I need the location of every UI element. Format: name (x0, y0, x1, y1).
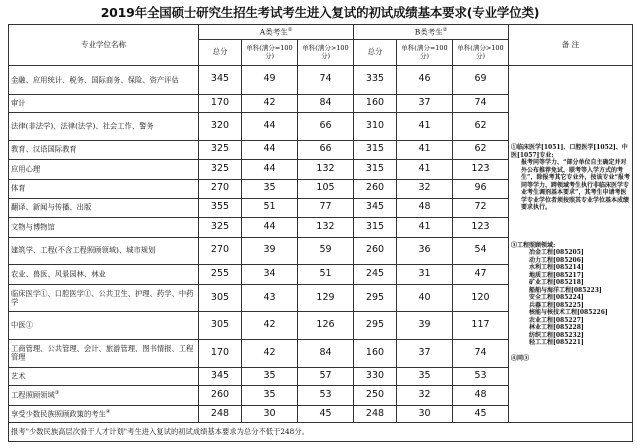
score-cell-a-total: 325 (199, 218, 242, 238)
score-cell-a-sgt: 132 (298, 218, 354, 238)
score-cell-b-s100: 30 (397, 405, 453, 422)
score-cell-a-total: 355 (199, 198, 242, 218)
score-cell-a-total: 270 (199, 237, 242, 265)
score-cell-a-s100: 44 (242, 113, 298, 141)
score-cell-a-sgt: 66 (298, 141, 354, 159)
a-singlegt100-header: 单科(满分>100分) (298, 40, 354, 66)
score-cell-b-s100: 37 (397, 340, 453, 368)
score-cell-b-s100: 39 (397, 312, 453, 340)
score-cell-b-s100: 35 (397, 367, 453, 385)
engineering-field-item: 核能与核技术工程[085226] (529, 309, 608, 317)
score-cell-b-s100: 41 (397, 141, 453, 159)
category-header: 专业学位名称 (9, 25, 199, 66)
score-cell-b-sgt: 48 (453, 386, 509, 406)
score-cell-a-sgt: 45 (298, 405, 354, 422)
score-cell-b-sgt: 62 (453, 113, 509, 141)
a-total-header: 总分 (199, 40, 242, 66)
program-name-cell: 教育、汉语国际教育 (9, 141, 199, 159)
score-cell-b-sgt: 123 (453, 159, 509, 180)
note-4: ④同③ (511, 354, 530, 362)
score-cell-a-total: 320 (199, 113, 242, 141)
score-cell-a-s100: 42 (242, 94, 298, 112)
score-cell-b-total: 315 (354, 218, 397, 238)
score-cell-b-s100: 46 (397, 66, 453, 95)
score-cell-b-s100: 41 (397, 218, 453, 238)
score-cell-b-s100: 40 (397, 284, 453, 312)
score-cell-a-sgt: 51 (298, 265, 354, 285)
engineering-field-item: 纺织工程[085232] (529, 331, 584, 339)
score-cell-a-sgt: 129 (298, 284, 354, 312)
score-cell-a-s100: 43 (242, 284, 298, 312)
engineering-field-item: 农业工程[085227] (529, 316, 584, 324)
score-cell-b-sgt: 120 (453, 284, 509, 312)
score-cell-a-total: 325 (199, 159, 242, 180)
score-cell-b-total: 245 (354, 265, 397, 285)
score-cell-a-total: 248 (199, 405, 242, 422)
footer-note: 报考"少数民族高层次骨干人才计划"考生进入复试的初试成绩基本要求为总分不低于248分。 (9, 423, 633, 442)
score-cell-a-s100: 30 (242, 405, 298, 422)
score-cell-b-s100: 37 (397, 94, 453, 112)
page-title: 2019年全国硕士研究生招生考试考生进入复试的初试成绩基本要求(专业学位类) (100, 5, 540, 20)
header-row-top (9, 25, 633, 40)
table-row (9, 66, 633, 95)
score-cell-b-s100: 32 (397, 386, 453, 406)
program-name-cell: 体育 (9, 180, 199, 198)
score-cell-a-sgt: 126 (298, 312, 354, 340)
score-cell-a-sgt: 57 (298, 367, 354, 385)
program-name-cell: 工商管理、公共管理、会计、旅游管理、图书情报、工程管理 (9, 340, 199, 368)
score-cell-b-total: 160 (354, 340, 397, 368)
score-cell-a-s100: 35 (242, 386, 298, 406)
note-1-title: ①临床医学[1051]、口腔医学[1052]、中医[1057]专业: (511, 144, 628, 159)
engineering-field-item: 安全工程[085224] (529, 294, 584, 302)
score-cell-a-total: 255 (199, 265, 242, 285)
score-cell-a-total: 270 (199, 180, 242, 198)
score-cell-b-sgt: 96 (453, 180, 509, 198)
score-cell-b-sgt: 123 (453, 218, 509, 238)
note-1 (511, 144, 630, 212)
remarks-cell (509, 66, 633, 423)
score-cell-b-sgt: 69 (453, 66, 509, 95)
engineering-field-item: 冶金工程[085205] (529, 249, 584, 257)
score-cell-a-sgt: 77 (298, 198, 354, 218)
score-cell-b-s100: 36 (397, 237, 453, 265)
score-cell-b-total: 260 (354, 180, 397, 198)
score-cell-b-total: 310 (354, 113, 397, 141)
program-name-cell: 法律(非法学)、法律(法学)、社会工作、警务 (9, 113, 199, 141)
note-1-body: 报考同等学力、“部分单位自主确定并对外公布推荐免试、联考等入学方式的考生”，除报考其它专业外，按该专业“报考同等学力、跨领域考生执行非临床医学专业考生调剂基本要求”，其考生申请考医学专业学位者须按照其专业学位基本成绩要求执行。 (521, 159, 630, 212)
score-cell-a-sgt: 66 (298, 113, 354, 141)
score-cell-a-sgt: 84 (298, 94, 354, 112)
score-cell-a-s100: 34 (242, 265, 298, 285)
score-cell-b-sgt: 47 (453, 265, 509, 285)
score-cell-b-total: 260 (354, 237, 397, 265)
score-cell-b-total: 160 (354, 94, 397, 112)
engineering-field-item: 兵器工程[085225] (529, 301, 584, 309)
score-cell-a-s100: 42 (242, 312, 298, 340)
score-cell-a-sgt: 74 (298, 66, 354, 95)
score-cell-a-s100: 44 (242, 159, 298, 180)
score-cell-a-sgt: 53 (298, 386, 354, 406)
program-name-cell: 翻译、新闻与传播、出版 (9, 198, 199, 218)
score-cell-b-sgt: 74 (453, 94, 509, 112)
zone-b-header: B类考生② (354, 25, 509, 40)
note-3 (511, 242, 630, 347)
engineering-field-item: 林业工程[085228] (529, 324, 584, 332)
score-cell-b-sgt: 45 (453, 405, 509, 422)
score-cell-a-sgt: 105 (298, 180, 354, 198)
score-cell-b-s100: 48 (397, 198, 453, 218)
score-cell-a-s100: 49 (242, 66, 298, 95)
program-name-cell: 应用心理 (9, 159, 199, 180)
score-cell-a-total: 305 (199, 312, 242, 340)
program-name-cell: 金融、应用统计、税务、国际商务、保险、资产评估 (9, 66, 199, 95)
score-cell-b-total: 345 (354, 198, 397, 218)
score-cell-a-sgt: 84 (298, 340, 354, 368)
score-cell-a-s100: 51 (242, 198, 298, 218)
score-cell-b-total: 330 (354, 367, 397, 385)
b-single100-header: 单科(满分=100分) (397, 40, 453, 66)
score-cell-a-s100: 42 (242, 340, 298, 368)
program-name-cell: 审计 (9, 94, 199, 112)
score-cell-a-total: 170 (199, 94, 242, 112)
score-cell-a-s100: 39 (242, 237, 298, 265)
remarks-header: 备 注 (509, 25, 633, 66)
score-cell-b-s100: 41 (397, 159, 453, 180)
score-cell-b-sgt: 62 (453, 141, 509, 159)
score-cell-a-sgt: 59 (298, 237, 354, 265)
score-cell-b-s100: 41 (397, 113, 453, 141)
score-cell-b-sgt: 74 (453, 340, 509, 368)
score-cell-a-s100: 44 (242, 141, 298, 159)
footer-row (9, 423, 633, 442)
score-cell-b-sgt: 117 (453, 312, 509, 340)
score-cell-b-total: 295 (354, 312, 397, 340)
engineering-field-item: 地质工程[085217] (529, 271, 584, 279)
a-single100-header: 单科(满分=100分) (242, 40, 298, 66)
score-cell-b-total: 295 (354, 284, 397, 312)
score-cell-a-s100: 44 (242, 218, 298, 238)
score-cell-b-sgt: 72 (453, 198, 509, 218)
engineering-field-item: 矿业工程[085218] (529, 279, 584, 287)
engineering-field-item: 动力工程[085206] (529, 256, 584, 264)
score-cell-a-total: 345 (199, 66, 242, 95)
score-cell-b-sgt: 53 (453, 367, 509, 385)
engineering-field-item: 轻工工程[085221] (529, 339, 584, 347)
note-3-title: ③工程照顾领域: (511, 241, 556, 249)
program-name-cell: 农业、兽医、风景园林、林业 (9, 265, 199, 285)
score-cell-a-total: 345 (199, 367, 242, 385)
engineering-field-item: 水利工程[085214] (529, 264, 584, 272)
program-name-cell: 临床医学①、口腔医学①、公共卫生、护理、药学、中药学 (9, 284, 199, 312)
program-name-cell: 中医① (9, 312, 199, 340)
b-singlegt100-header: 单科(满分>100分) (453, 40, 509, 66)
b-total-header: 总分 (354, 40, 397, 66)
program-name-cell: 享受少数民族照顾政策的考生④ (9, 405, 199, 422)
engineering-field-item: 船舶与海洋工程[085223] (529, 286, 602, 294)
zone-a-header: A类考生② (199, 25, 354, 40)
score-cell-b-s100: 31 (397, 265, 453, 285)
score-cell-b-total: 248 (354, 405, 397, 422)
score-cell-a-total: 170 (199, 340, 242, 368)
score-cell-a-s100: 35 (242, 367, 298, 385)
program-name-cell: 艺术 (9, 367, 199, 385)
score-cell-b-s100: 32 (397, 180, 453, 198)
score-cell-a-total: 305 (199, 284, 242, 312)
score-cell-b-total: 315 (354, 159, 397, 180)
score-cell-a-sgt: 132 (298, 159, 354, 180)
score-cell-b-sgt: 54 (453, 237, 509, 265)
score-cell-a-total: 325 (199, 141, 242, 159)
program-name-cell: 文物与博物馆 (9, 218, 199, 238)
score-cell-b-total: 315 (354, 141, 397, 159)
score-table (8, 24, 633, 442)
score-cell-b-total: 250 (354, 386, 397, 406)
score-cell-b-total: 335 (354, 66, 397, 95)
program-name-cell: 工程照顾领域③ (9, 386, 199, 406)
program-name-cell: 建筑学、工程(不含工程照顾领域)、城市规划 (9, 237, 199, 265)
score-cell-a-s100: 35 (242, 180, 298, 198)
score-cell-a-total: 260 (199, 386, 242, 406)
